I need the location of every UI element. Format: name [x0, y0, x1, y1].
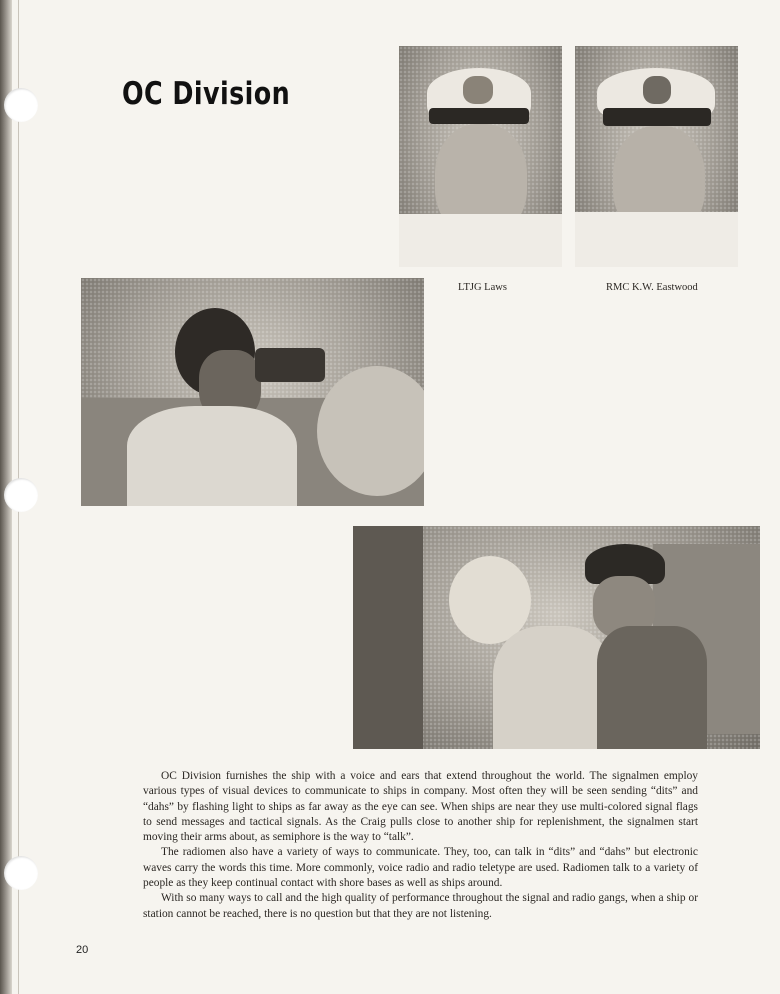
- binder-hole-top: [4, 88, 38, 122]
- radiomen-at-radio-equipment-photo: [353, 526, 760, 749]
- signalman-at-signal-light-photo: [81, 278, 424, 506]
- description-paragraph-3: With so many ways to call and the high quality of performance throughout the signal and radio gangs, when a ship or station cannot be reached, there is no question but that they are not listening.: [143, 892, 698, 920]
- binder-hole-bottom: [4, 856, 38, 890]
- uniform-shape: [575, 212, 738, 267]
- equipment-rack-left-shape: [353, 526, 423, 749]
- division-description-text: [143, 769, 698, 922]
- portrait-caption-laws: LTJG Laws: [458, 282, 507, 293]
- description-paragraph-1: OC Division furnishes the ship with a voice and ears that extend throughout the world. The signalmen employ various types of visual devices to communicate to ships in company. Most often they will be seen sending “dits” and “dahs” by flashing light to ships as far away as the eye can see. When ships are near they use multi-colored signal flags to send messages and tactical signals. As the Craig pulls close to another ship for replenishment, the signalmen start moving their arms about, as semiphore is the way to “talk”.: [143, 770, 698, 844]
- uniform-shape: [399, 214, 562, 267]
- sailor-shirt-shape: [127, 406, 297, 506]
- cap-badge-shape: [463, 76, 493, 104]
- officer-portrait-laws: [399, 46, 562, 267]
- binder-hole-middle: [4, 478, 38, 512]
- second-radioman-shirt-shape: [597, 626, 707, 749]
- cap-brim-shape: [429, 108, 529, 124]
- radioman-back-shape: [493, 626, 613, 749]
- cap-brim-shape: [603, 108, 711, 126]
- portrait-caption-eastwood: RMC K.W. Eastwood: [606, 282, 698, 293]
- officer-portrait-eastwood: [575, 46, 738, 267]
- binoculars-shape: [255, 348, 325, 382]
- cap-badge-shape: [643, 76, 671, 104]
- page-number: 20: [76, 944, 89, 956]
- page-title: OC Division: [122, 76, 291, 112]
- description-paragraph-2: The radiomen also have a variety of ways to communicate. They, too, can talk in “dits” and “dahs” but electronic waves carry the words this time. More commonly, voice radio and radio teletype are used. Radiomen talk to a variety of people as they keep continual contact with shore bases as well as ships around.: [143, 846, 698, 890]
